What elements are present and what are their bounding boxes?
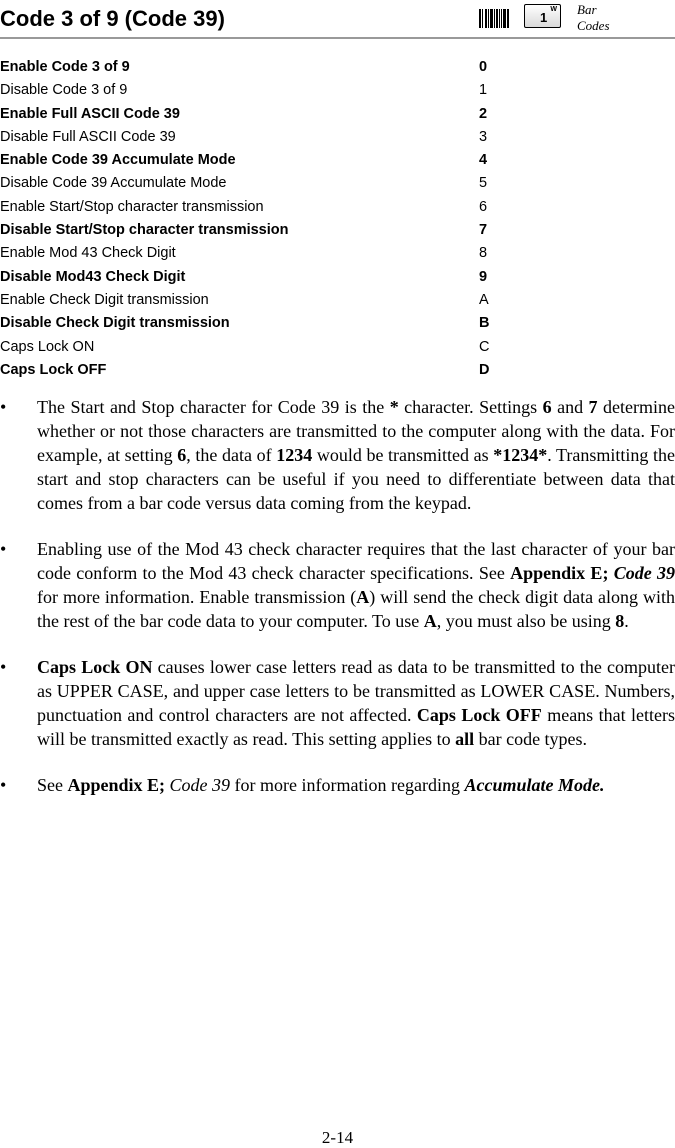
section-label: Bar Codes — [577, 2, 610, 33]
setting-label: Enable Start/Stop character transmission — [0, 198, 264, 215]
key-corner-label: W — [550, 6, 557, 13]
setting-row — [0, 79, 500, 102]
setting-label: Caps Lock ON — [0, 338, 95, 355]
note-mod43: • Enabling use of the Mod 43 check character requires that the last character of your bar code conform to the Mod 43 check character specifications. See Appendix E; Code 39 for more information. Enable transmission (A) will send the check digit data along with the rest of the bar code data to your computer. To use A, you must also be using 8. — [0, 539, 675, 631]
setting-value: 3 — [479, 128, 488, 145]
setting-value: 4 — [479, 152, 488, 169]
setting-value: 5 — [479, 175, 488, 192]
page-title: Code 3 of 9 (Code 39) — [0, 6, 225, 31]
setting-label: Enable Code 3 of 9 — [0, 59, 130, 75]
setting-row — [0, 266, 500, 289]
setting-value: 2 — [479, 105, 488, 122]
note-start-stop: • The Start and Stop character for Code 39 is the * character. Settings 6 and 7 determine whether or not those characters are transmitted to the computer along with the data. For example, at setting 6, the data of 1234 would be transmitted as *1234*. Transmitting the start and stop characters can be useful if you need to differentiate between data that comes from a bar code versus data coming from the keypad. — [0, 397, 675, 513]
settings-table — [0, 56, 500, 382]
bullet-icon: • — [0, 397, 7, 417]
setting-value: A — [479, 291, 489, 308]
note-caps-lock: • Caps Lock ON causes lower case letters read as data to be transmitted to the computer as UPPER CASE, and upper case letters to be transmitted as LOWER CASE. Numbers, punctuation and control characters are not affected. Caps Lock OFF means that letters will be transmitted exactly as read. This setting applies to all bar code types. — [0, 657, 675, 749]
setting-value: C — [479, 338, 490, 355]
setting-label: Disable Code 3 of 9 — [0, 82, 128, 99]
setting-value: D — [479, 361, 490, 378]
note-accumulate: • See Appendix E; Code 39 for more information regarding Accumulate Mode. — [0, 775, 605, 795]
setting-value: 6 — [479, 198, 488, 215]
setting-label: Enable Full ASCII Code 39 — [0, 105, 180, 122]
setting-label: Disable Check Digit transmission — [0, 315, 230, 332]
setting-row — [0, 289, 500, 312]
header-divider — [0, 37, 675, 39]
setting-row — [0, 312, 500, 335]
setting-row — [0, 126, 500, 149]
setting-label: Enable Code 39 Accumulate Mode — [0, 152, 236, 169]
setting-row — [0, 219, 500, 242]
setting-row — [0, 196, 500, 219]
setting-label: Disable Mod43 Check Digit — [0, 268, 186, 285]
setting-label: Disable Code 39 Accumulate Mode — [0, 175, 227, 192]
bullet-icon: • — [0, 539, 7, 559]
setting-row — [0, 149, 500, 172]
setting-label: Enable Mod 43 Check Digit — [0, 245, 176, 262]
setting-label: Disable Full ASCII Code 39 — [0, 128, 176, 145]
setting-value: B — [479, 315, 490, 332]
bullet-icon: • — [0, 775, 7, 795]
setting-label: Disable Start/Stop character transmission — [0, 222, 289, 239]
barcode-icon — [479, 7, 509, 30]
setting-row — [0, 359, 500, 382]
setting-value: 0 — [479, 59, 488, 75]
key-number: 1 — [540, 10, 548, 25]
setting-row — [0, 103, 500, 126]
bullet-icon: • — [0, 657, 7, 677]
setting-value: 9 — [479, 268, 488, 285]
setting-label: Enable Check Digit transmission — [0, 291, 209, 308]
setting-value: 8 — [479, 245, 488, 262]
page-number: 2-14 — [321, 1128, 354, 1147]
keypad-key-icon — [524, 4, 561, 28]
setting-value: 7 — [479, 222, 488, 239]
setting-row — [0, 56, 500, 79]
setting-row — [0, 242, 500, 265]
setting-value: 1 — [479, 82, 488, 99]
setting-row — [0, 172, 500, 195]
setting-row — [0, 336, 500, 359]
notes-list — [0, 395, 675, 819]
setting-label: Caps Lock OFF — [0, 361, 107, 378]
